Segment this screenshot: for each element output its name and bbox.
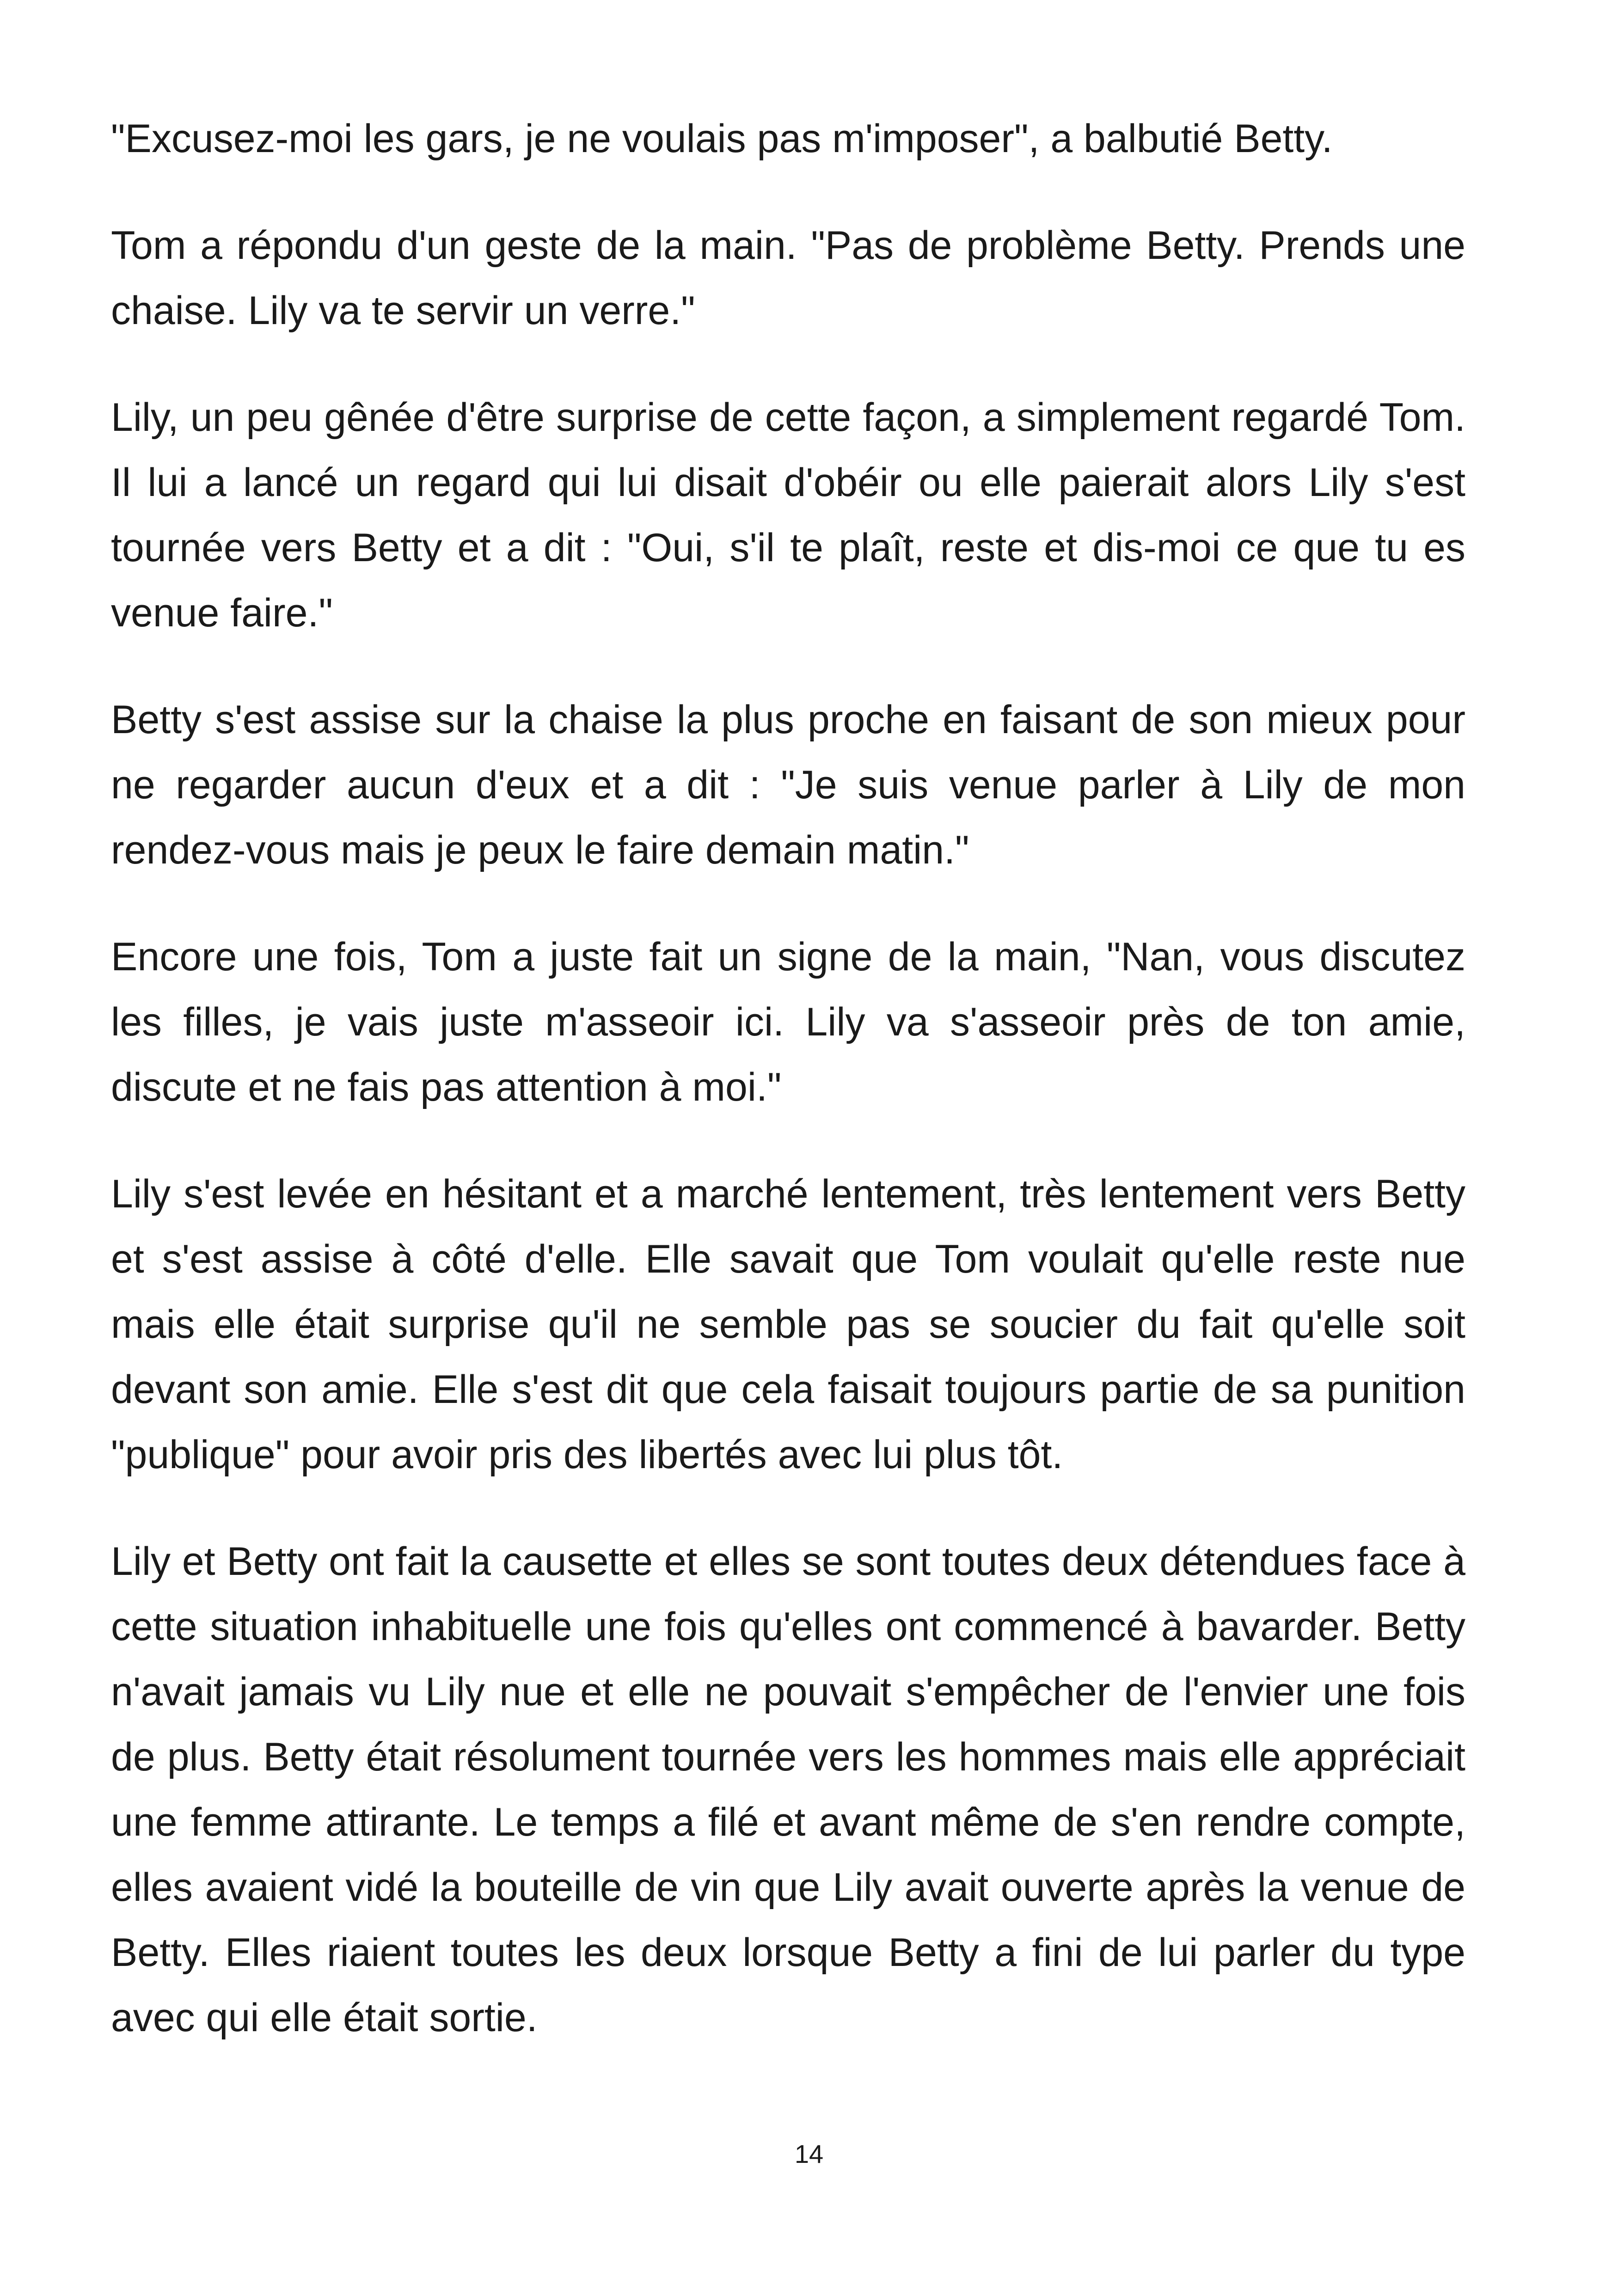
body-text bbox=[111, 106, 1465, 2092]
paragraph-5: Encore une fois, Tom a juste fait un signe de la main, "Nan, vous discutez les filles, je vais juste m'asseoir ici. Lily va s'asseoir près de ton amie, discute et ne fais pas attention à moi." bbox=[111, 935, 1465, 1109]
page-number: 14 bbox=[794, 2139, 824, 2168]
paragraph-4: Betty s'est assise sur la chaise la plus proche en faisant de son mieux pour ne regarder aucun d'eux et a dit : "Je suis venue parler à Lily de mon rendez-vous mais je peux le faire demain matin." bbox=[111, 698, 1465, 872]
paragraph-6: Lily s'est levée en hésitant et a marché lentement, très lentement vers Betty et s'est assise à côté d'elle. Elle savait que Tom voulait qu'elle reste nue mais elle était surprise qu'il ne semble pas se soucier du fait qu'elle soit devant son amie. Elle s'est dit que cela faisait toujours partie de sa punition "publique" pour avoir pris des libertés avec lui plus tôt. bbox=[111, 1172, 1465, 1477]
paragraph-3: Lily, un peu gênée d'être surprise de cette façon, a simplement regardé Tom. Il lui a lancé un regard qui lui disait d'obéir ou elle paierait alors Lily s'est tournée vers Betty et a dit : "Oui, s'il te plaît, reste et dis-moi ce que tu es venue faire." bbox=[111, 395, 1465, 635]
paragraph-1: "Excusez-moi les gars, je ne voulais pas m'imposer", a balbutié Betty. bbox=[111, 116, 1333, 161]
paragraph-2: Tom a répondu d'un geste de la main. "Pas de problème Betty. Prends une chaise. Lily va te servir un verre." bbox=[111, 223, 1465, 333]
paragraph-7: Lily et Betty ont fait la causette et elles se sont toutes deux détendues face à cette situation inhabituelle une fois qu'elles ont commencé à bavarder. Betty n'avait jamais vu Lily nue et elle ne pouvait s'empêcher de l'envier une fois de plus. Betty était résolument tournée vers les hommes mais elle appréciait une femme attirante. Le temps a filé et avant même de s'en rendre compte, elles avaient vidé la bouteille de vin que Lily avait ouverte après la venue de Betty. Elles riaient toutes les deux lorsque Betty a fini de lui parler du type avec qui elle était sortie. bbox=[111, 1539, 1465, 2040]
